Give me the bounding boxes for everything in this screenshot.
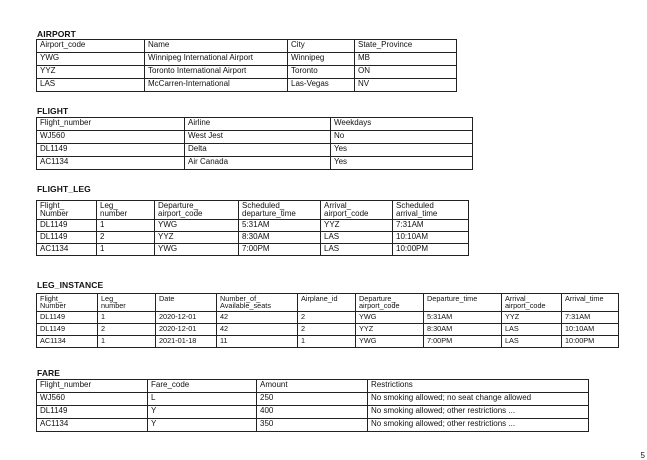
table-cell: YWG — [356, 311, 424, 323]
table-cell: 10:00PM — [562, 335, 619, 347]
section-title-airport: AIRPORT — [37, 29, 76, 39]
table-cell: Y — [148, 419, 257, 432]
flight-table — [36, 117, 473, 170]
table-cell: Air Canada — [185, 157, 331, 170]
table-cell: LAS — [321, 232, 393, 244]
table-cell: 5:31AM — [239, 220, 321, 232]
airport-table — [36, 39, 457, 92]
column-header — [502, 294, 562, 312]
table-cell: YWG — [155, 220, 239, 232]
section-title-fare: FARE — [37, 368, 61, 378]
column-header-line: airport_code — [324, 209, 369, 218]
column-header-line: Available_seats — [220, 301, 271, 311]
table-row — [37, 144, 473, 157]
column-header-line: Date — [159, 294, 175, 303]
table-cell: West Jest — [185, 131, 331, 144]
column-header — [97, 201, 155, 220]
table-cell: 8:30AM — [424, 323, 502, 335]
column-header-line: Arrival_time — [565, 294, 604, 303]
table-cell: ON — [355, 66, 457, 79]
table-row — [37, 323, 619, 335]
column-header: City — [288, 40, 355, 53]
table-cell: 350 — [257, 419, 368, 432]
column-header — [37, 201, 97, 220]
fare-table — [36, 379, 589, 432]
table-row — [37, 232, 469, 244]
table-cell: Toronto International Airport — [145, 66, 288, 79]
table-cell: Yes — [331, 144, 473, 157]
column-header: State_Province — [355, 40, 457, 53]
table-cell: McCarren-International — [145, 79, 288, 92]
column-header: Restrictions — [368, 380, 589, 393]
table-row — [37, 131, 473, 144]
table-cell: 2 — [98, 323, 156, 335]
table-cell: MB — [355, 53, 457, 66]
table-cell: YYZ — [356, 323, 424, 335]
table-cell: 2 — [97, 232, 155, 244]
column-header-line: Leg_ — [100, 201, 118, 210]
table-cell: 7:00PM — [239, 244, 321, 256]
table-cell: 42 — [217, 323, 298, 335]
table-cell: 8:30AM — [239, 232, 321, 244]
table-row — [37, 220, 469, 232]
table-cell: 2 — [298, 323, 356, 335]
section-title-flight: FLIGHT — [37, 106, 69, 116]
table-cell: No smoking allowed; other restrictions ... — [368, 419, 589, 432]
table-row — [37, 311, 619, 323]
table-cell: 11 — [217, 335, 298, 347]
column-header-line: airport_code — [359, 301, 400, 311]
column-header — [37, 294, 98, 312]
table-cell: 42 — [217, 311, 298, 323]
table-row — [37, 66, 457, 79]
table-cell: Las-Vegas — [288, 79, 355, 92]
column-header-line: Flight_ — [40, 201, 65, 210]
column-header: Airline — [185, 118, 331, 131]
table-cell: 2 — [298, 311, 356, 323]
table-cell: LAS — [502, 335, 562, 347]
table-cell: LAS — [321, 244, 393, 256]
table-cell: No smoking allowed; no seat change allowed — [368, 393, 589, 406]
airport-header-row — [37, 40, 457, 53]
table-cell: Winnipeg — [288, 53, 355, 66]
column-header: Name — [145, 40, 288, 53]
table-cell: 10:00PM — [393, 244, 469, 256]
table-cell: DL1149 — [37, 311, 98, 323]
table-cell: DL1149 — [37, 144, 185, 157]
table-cell: LAS — [502, 323, 562, 335]
table-cell: DL1149 — [37, 232, 97, 244]
table-cell: Y — [148, 406, 257, 419]
column-header-line: Departure_time — [427, 294, 478, 303]
column-header-line: Arrival_ — [324, 201, 352, 210]
table-cell: YWG — [356, 335, 424, 347]
column-header: Weekdays — [331, 118, 473, 131]
table-cell: AC1134 — [37, 244, 97, 256]
table-cell: 10:10AM — [562, 323, 619, 335]
table-cell: 1 — [298, 335, 356, 347]
table-cell: YWG — [155, 244, 239, 256]
column-header-line: airport_code — [505, 301, 546, 311]
table-cell: 7:00PM — [424, 335, 502, 347]
column-header — [156, 294, 217, 312]
column-header: Fare_code — [148, 380, 257, 393]
table-cell: DL1149 — [37, 220, 97, 232]
table-cell: Toronto — [288, 66, 355, 79]
table-cell: 1 — [98, 311, 156, 323]
table-cell: 7:31AM — [393, 220, 469, 232]
table-row — [37, 244, 469, 256]
table-cell: LAS — [37, 79, 145, 92]
table-cell: 1 — [98, 335, 156, 347]
table-cell: WJ560 — [37, 393, 148, 406]
table-row — [37, 79, 457, 92]
table-row — [37, 53, 457, 66]
table-cell: 2021-01-18 — [156, 335, 217, 347]
column-header — [356, 294, 424, 312]
column-header: Flight_number — [37, 380, 148, 393]
table-cell: 7:31AM — [562, 311, 619, 323]
table-cell: 1 — [97, 220, 155, 232]
table-row — [37, 393, 589, 406]
table-cell: 250 — [257, 393, 368, 406]
column-header-line: Departure_ — [158, 201, 199, 210]
column-header-line: Departure_ — [359, 294, 396, 303]
leg-instance-header-row — [37, 294, 619, 312]
table-cell: Delta — [185, 144, 331, 157]
table-cell: YYZ — [502, 311, 562, 323]
table-cell: No smoking allowed; other restrictions ... — [368, 406, 589, 419]
section-title-leg-instance: LEG_INSTANCE — [37, 280, 104, 290]
flight-header-row — [37, 118, 473, 131]
column-header — [217, 294, 298, 312]
table-row — [37, 406, 589, 419]
column-header-line: Number — [40, 301, 66, 311]
table-cell: 10:10AM — [393, 232, 469, 244]
column-header: Airport_code — [37, 40, 145, 53]
table-cell: YYZ — [321, 220, 393, 232]
table-cell: 2020-12-01 — [156, 323, 217, 335]
column-header-line: number — [100, 209, 128, 218]
column-header-line: number — [101, 301, 126, 311]
column-header: Amount — [257, 380, 368, 393]
table-cell: DL1149 — [37, 406, 148, 419]
table-row — [37, 335, 619, 347]
column-header-line: Number — [40, 209, 69, 218]
table-cell: DL1149 — [37, 323, 98, 335]
column-header — [298, 294, 356, 312]
fare-header-row — [37, 380, 589, 393]
table-cell: AC1134 — [37, 157, 185, 170]
column-header-line: departure_time — [242, 209, 296, 218]
table-cell: 400 — [257, 406, 368, 419]
table-row — [37, 419, 589, 432]
table-row — [37, 157, 473, 170]
column-header — [393, 201, 469, 220]
table-cell: WJ560 — [37, 131, 185, 144]
page-number: 5 — [640, 451, 645, 460]
column-header-line: Scheduled_ — [242, 201, 285, 210]
column-header: Flight_number — [37, 118, 185, 131]
column-header — [155, 201, 239, 220]
column-header-line: airport_code — [158, 209, 203, 218]
table-cell: 2020-12-01 — [156, 311, 217, 323]
table-cell: NV — [355, 79, 457, 92]
table-cell: No — [331, 131, 473, 144]
column-header — [562, 294, 619, 312]
column-header-line: Leg_ — [101, 294, 118, 303]
flight-leg-table — [36, 200, 469, 256]
table-cell: AC1134 — [37, 419, 148, 432]
column-header-line: Airplane_id — [301, 294, 338, 303]
section-title-flight-leg: FLIGHT_LEG — [37, 184, 91, 194]
table-cell: Winnipeg International Airport — [145, 53, 288, 66]
leg-instance-table — [36, 293, 619, 348]
table-cell: YYZ — [37, 66, 145, 79]
column-header-line: Number_of_ — [220, 294, 261, 303]
table-cell: AC1134 — [37, 335, 98, 347]
column-header-line: Arrival_ — [505, 294, 530, 303]
table-cell: YWG — [37, 53, 145, 66]
table-cell: Yes — [331, 157, 473, 170]
column-header-line: Flight_ — [40, 294, 62, 303]
table-cell: 5:31AM — [424, 311, 502, 323]
column-header — [424, 294, 502, 312]
column-header — [239, 201, 321, 220]
table-cell: L — [148, 393, 257, 406]
column-header — [321, 201, 393, 220]
column-header — [98, 294, 156, 312]
table-cell: 1 — [97, 244, 155, 256]
column-header-line: arrival_time — [396, 209, 438, 218]
table-cell: YYZ — [155, 232, 239, 244]
flight-leg-header-row — [37, 201, 469, 220]
column-header-line: Scheduled — [396, 201, 434, 210]
